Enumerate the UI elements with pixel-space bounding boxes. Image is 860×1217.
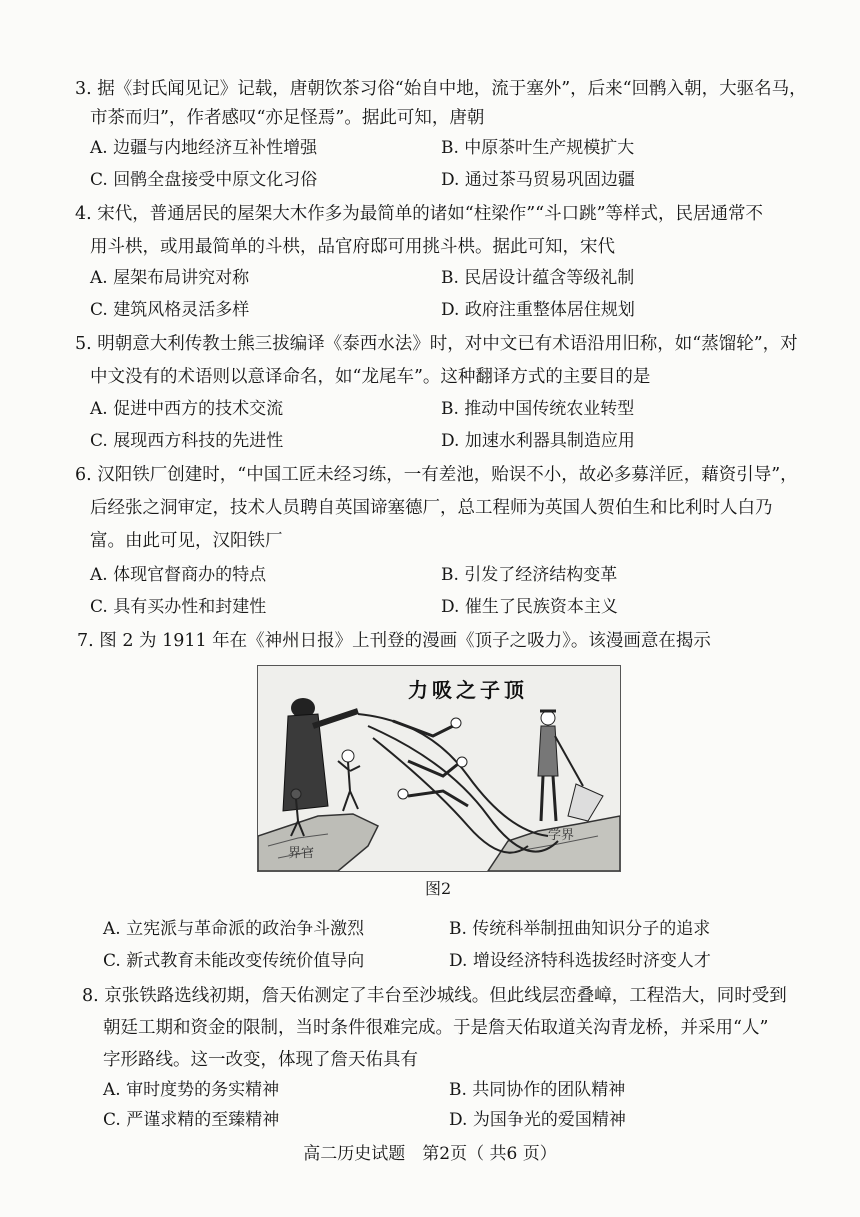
q6-option-d: D. 催生了民族资本主义: [441, 597, 618, 617]
q3-option-b: B. 中原茶叶生产规模扩大: [441, 138, 635, 158]
q7-option-a: A. 立宪派与革命派的政治争斗激烈: [103, 919, 365, 939]
cartoon-title: 力吸之子顶: [408, 678, 528, 702]
figure-caption: 图2: [425, 879, 452, 898]
cartoon-label-right: 学界: [548, 828, 575, 843]
q6-stem-line3: 富。由此可见，汉阳铁厂: [90, 531, 283, 551]
q8-stem-line2: 朝廷工期和资金的限制，当时条件很难完成。于是詹天佑取道关沟青龙桥，并采用“人”: [103, 1018, 769, 1038]
q8-stem-line1: 8. 京张铁路选线初期，詹天佑测定了丰台至沙城线。但此线层峦叠嶂，工程浩大，同时受到: [82, 986, 787, 1006]
q7-option-b: B. 传统科举制扭曲知识分子的追求: [449, 919, 711, 939]
q6-option-b: B. 引发了经济结构变革: [441, 565, 618, 585]
q8-option-d: D. 为国争光的爱国精神: [449, 1110, 626, 1130]
q4-option-a: A. 屋架布局讲究对称: [90, 268, 250, 288]
q8-option-b: B. 共同协作的团队精神: [449, 1080, 626, 1100]
q3-stem-line1: 3. 据《封氏闻见记》记载，唐朝饮茶习俗“始自中地，流于塞外”，后来“回鹘入朝，大驱名马，: [75, 79, 807, 99]
q5-option-b: B. 推动中国传统农业转型: [441, 399, 635, 419]
q7-option-d: D. 增设经济特科选拔经时济变人才: [449, 951, 711, 971]
page-footer: 高二历史试题 第2页（ 共6 页）: [303, 1144, 557, 1164]
q6-stem-line2: 后经张之洞审定，技术人员聘自英国谛塞德厂，总工程师为英国人贺伯生和比利时人白乃: [90, 498, 773, 518]
q4-option-c: C. 建筑风格灵活多样: [90, 300, 250, 320]
q5-option-a: A. 促进中西方的技术交流: [90, 399, 284, 419]
q5-stem-line2: 中文没有的术语则以意译命名，如“龙尾车”。这种翻译方式的主要目的是: [90, 367, 651, 387]
q4-stem-line2: 用斗栱，或用最简单的斗栱，品官府邸可用挑斗栱。据此可知，宋代: [90, 237, 615, 257]
q8-option-a: A. 审时度势的务实精神: [103, 1080, 280, 1100]
q5-stem-line1: 5. 明朝意大利传教士熊三拔编译《泰西水法》时，对中文已有术语沿用旧称，如“蒸馏轮”，对: [75, 334, 798, 354]
q5-option-c: C. 展现西方科技的先进性: [90, 431, 284, 451]
q3-option-c: C. 回鹘全盘接受中原文化习俗: [90, 170, 318, 190]
q7-option-c: C. 新式教育未能改变传统价值导向: [103, 951, 365, 971]
q8-stem-line3: 字形路线。这一改变，体现了詹天佑具有: [103, 1050, 418, 1070]
q8-option-c: C. 严谨求精的至臻精神: [103, 1110, 280, 1130]
q6-option-a: A. 体现官督商办的特点: [90, 565, 267, 585]
cartoon-figure: [257, 665, 621, 872]
q6-option-c: C. 具有买办性和封建性: [90, 597, 267, 617]
q4-stem-line1: 4. 宋代，普通居民的屋架大木作多为最简单的诸如“柱梁作”“斗口跳”等样式，民居通常不: [75, 204, 764, 224]
q3-option-a: A. 边疆与内地经济互补性增强: [90, 138, 318, 158]
q3-stem-line2: 市茶而归”，作者感叹“亦足怪焉”。据此可知，唐朝: [90, 108, 485, 128]
q5-option-d: D. 加速水利器具制造应用: [441, 431, 635, 451]
q4-option-b: B. 民居设计蕴含等级礼制: [441, 268, 635, 288]
q4-option-d: D. 政府注重整体居住规划: [441, 300, 635, 320]
q6-stem-line1: 6. 汉阳铁厂创建时，“中国工匠未经习练，一有差池，贻误不小，故必多募洋匠，藉资引导”，: [75, 465, 798, 485]
cartoon-label-left: 界官: [288, 846, 315, 861]
q7-stem-line1: 7. 图 2 为 1911 年在《神州日报》上刊登的漫画《顶子之吸力》。该漫画意在揭示: [77, 631, 711, 651]
q3-option-d: D. 通过茶马贸易巩固边疆: [441, 170, 635, 190]
